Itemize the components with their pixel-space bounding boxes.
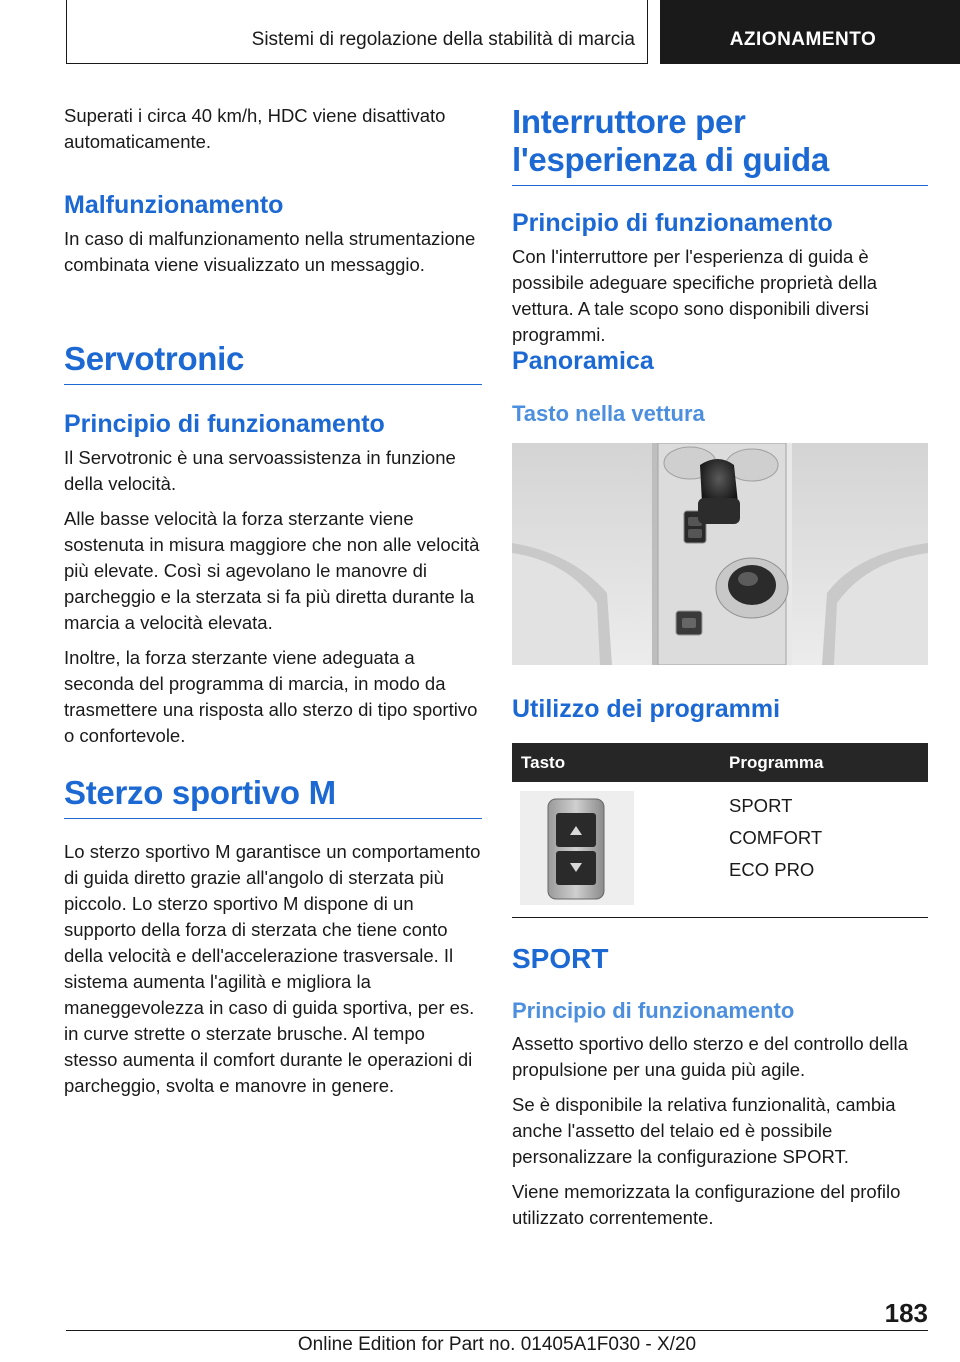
- servotronic-paragraph-3: Inoltre, la forza sterzante viene adeguata a seconda del programma di marcia, in modo da trasmettere una risposta allo sterzo di tipo sportivo o confortevole.: [64, 647, 478, 746]
- sport-title: SPORT: [512, 943, 609, 974]
- principle-section: [512, 208, 928, 348]
- malfunction-text: In caso di malfunzionamento nella strumentazione combinata viene visualizzato un messaggio.: [64, 228, 476, 275]
- section-title: Sistemi di regolazione della stabilità di marcia: [251, 28, 635, 50]
- table-header: [512, 743, 928, 782]
- servotronic-title: Servotronic: [64, 340, 482, 385]
- overview-heading: Panoramica: [512, 347, 654, 375]
- chapter-title: AZIONAMENTO: [729, 29, 877, 50]
- table-header-button: Tasto: [521, 752, 566, 772]
- driving-experience-section: [512, 103, 928, 186]
- servotronic-section: [64, 340, 482, 749]
- programs-table: [512, 743, 928, 918]
- program-sport: SPORT: [729, 795, 793, 816]
- servotronic-subheading: Principio di funzionamento: [64, 410, 385, 438]
- servotronic-paragraph-2: Alle basse velocità la forza sterzante viene sostenuta in misura maggiore che non alle velocità più elevate. Così si agevolano le manovre di parcheggio e la sterzata si fa più diretta durante la marcia a velocità elevata.: [64, 508, 480, 633]
- overview-heading-block: [512, 346, 928, 376]
- program-comfort: COMFORT: [729, 827, 823, 848]
- mode-switch-photo: [520, 791, 634, 905]
- driving-experience-title: Interruttore per l'esperienza di guida: [512, 103, 928, 186]
- program-eco-pro: ECO PRO: [729, 859, 815, 880]
- center-console-illustration: [512, 443, 928, 665]
- principle-heading: Principio di funzionamento: [512, 209, 833, 237]
- sport-section: [512, 943, 928, 1231]
- running-header-chapter: [660, 0, 960, 64]
- button-heading-block: [512, 400, 928, 428]
- malfunction-heading: Malfunzionamento: [64, 191, 284, 219]
- sport-paragraph-3: Viene memorizzata la configurazione del profilo utilizzato correntemente.: [512, 1181, 901, 1228]
- mode-switch-illustration: [520, 791, 634, 905]
- principle-text: Con l'interruttore per l'esperienza di guida è possibile adeguare specifiche proprietà della vettura. A tale scopo sono disponibili diversi programmi.: [512, 246, 878, 345]
- malfunction-section: [64, 190, 482, 278]
- sport-steering-text: Lo sterzo sportivo M garantisce un comportamento di guida diretto grazie all'angolo di sterzata più piccolo. Lo sterzo sportivo M dispone di un supporto della forza di sterzata che tiene conto della velocità e dell'accelerazione trasversale. Il sistema aumenta l'agilità e migliora la maneggevolezza in caso di guida sportiva, per es. in curve strette o sterzate brusche. Al tempo stesso aumenta il comfort durante le operazioni di parcheggio, svolta e manovre in genere.: [64, 841, 481, 1096]
- table-row: [512, 782, 928, 918]
- footer-edition: Online Edition for Part no. 01405A1F030 - X/20: [297, 1334, 697, 1355]
- programs-heading: Utilizzo dei programmi: [512, 695, 781, 723]
- car-console-photo: [512, 443, 928, 665]
- footer-rule: [66, 1330, 928, 1331]
- intro-text: Superati i circa 40 km/h, HDC viene disattivato automaticamente.: [64, 105, 446, 152]
- table-header-program: Programma: [729, 752, 824, 772]
- sport-paragraph-1: Assetto sportivo dello sterzo e del controllo della propulsione per una guida più agile.: [512, 1033, 908, 1080]
- program-list: [729, 790, 822, 886]
- sport-paragraph-2: Se è disponibile la relativa funzionalità, cambia anche l'assetto del telaio ed è possibile personalizzare la configurazione SPORT.: [512, 1094, 896, 1167]
- intro-block: [64, 103, 482, 155]
- running-header-section: [66, 0, 648, 64]
- sport-subheading: Principio di funzionamento: [512, 998, 795, 1023]
- page-number: 183: [884, 1298, 928, 1328]
- button-heading: Tasto nella vettura: [512, 401, 705, 426]
- sport-steering-title: Sterzo sportivo M: [64, 774, 482, 819]
- programs-heading-block: [512, 694, 928, 724]
- sport-steering-section: [64, 774, 482, 1099]
- servotronic-paragraph-1: Il Servotronic è una servoassistenza in funzione della velocità.: [64, 447, 456, 494]
